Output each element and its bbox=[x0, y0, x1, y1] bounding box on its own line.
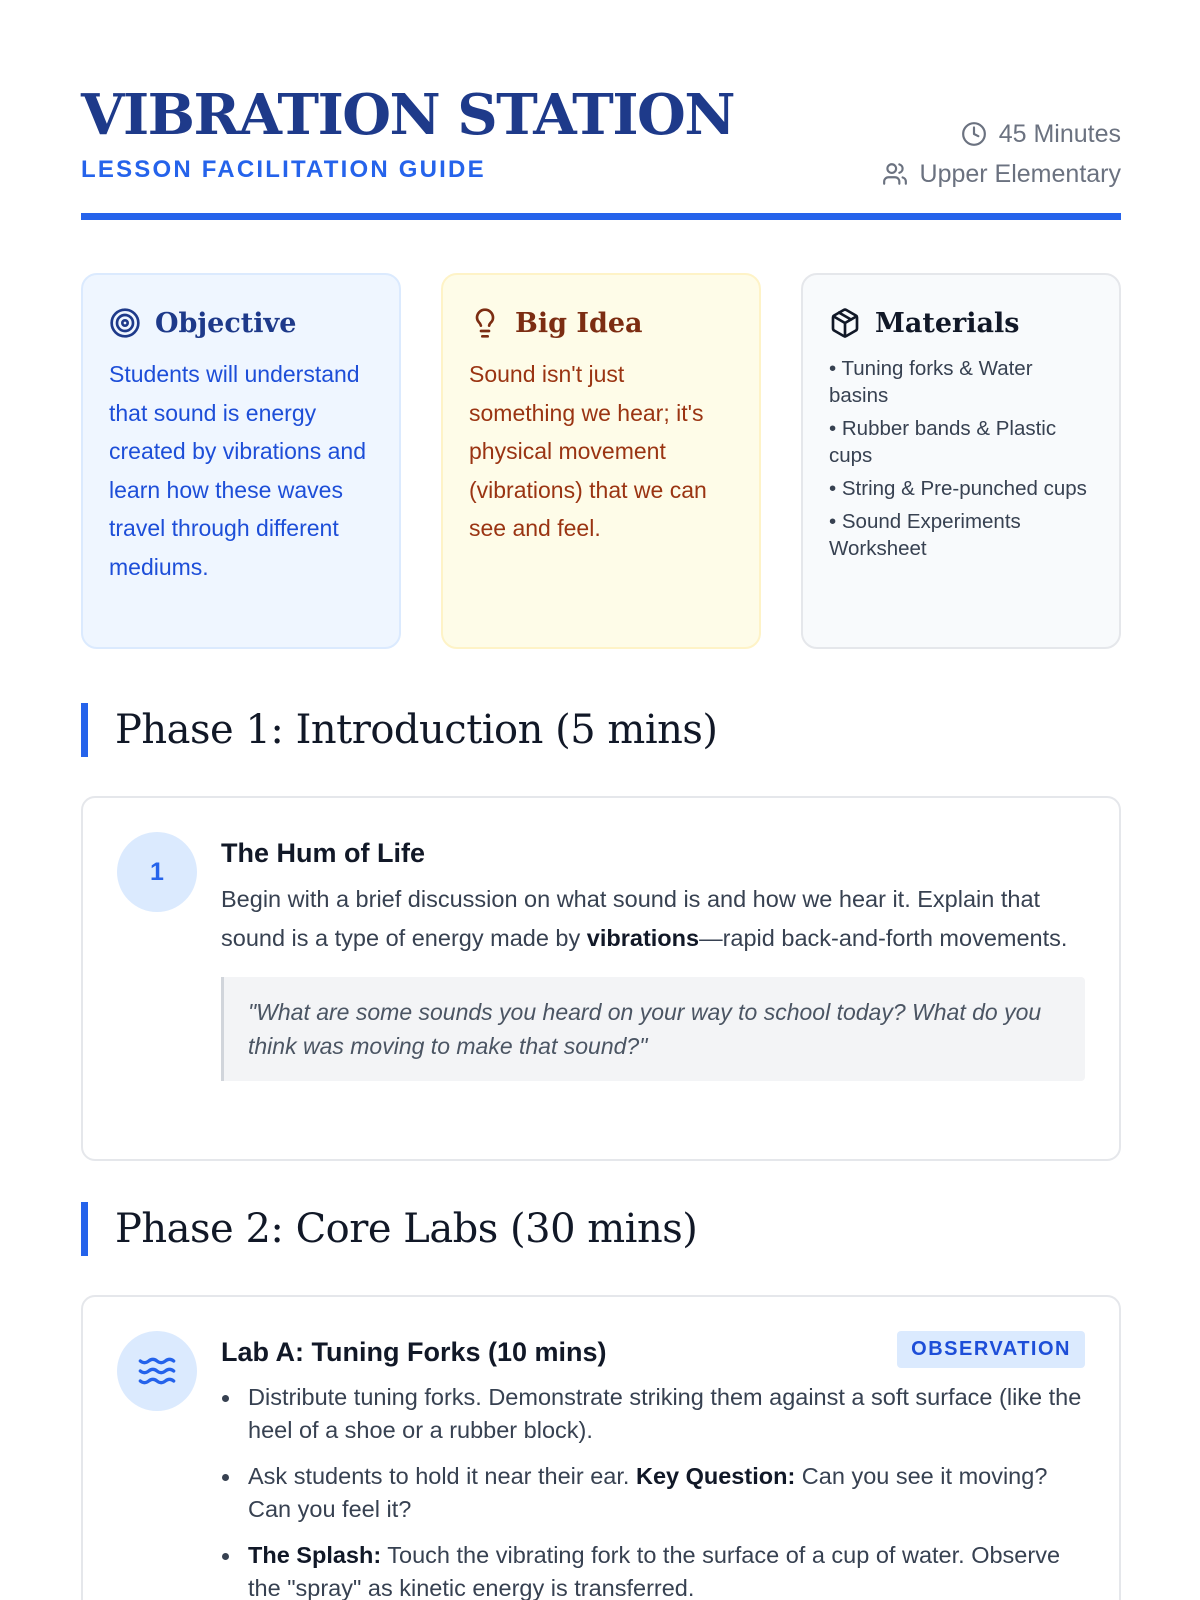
step-title: The Hum of Life bbox=[221, 838, 425, 868]
discussion-quote: "What are some sounds you heard on your way to school today? What do you think was moving to make that sound?" bbox=[221, 977, 1085, 1081]
phase-accent-bar bbox=[81, 1202, 88, 1256]
list-item bbox=[221, 1381, 1085, 1447]
materials-card-header bbox=[829, 303, 1093, 343]
lab-step-keyword: The Splash: bbox=[248, 1542, 382, 1568]
materials-list bbox=[829, 355, 1093, 562]
step-number-badge: 1 bbox=[117, 832, 197, 912]
big-idea-text: Sound isn't just something we hear; it's physical movement (vibrations) that we can see and feel. bbox=[469, 361, 707, 541]
materials-item: • Rubber bands & Plastic cups bbox=[829, 417, 1057, 467]
target-icon bbox=[109, 307, 141, 339]
users-icon bbox=[882, 161, 908, 187]
lightbulb-icon bbox=[469, 307, 501, 339]
box-icon bbox=[829, 307, 861, 339]
phase-accent-bar bbox=[81, 703, 88, 757]
list-item bbox=[221, 1460, 1085, 1526]
materials-card bbox=[801, 273, 1121, 649]
lab-a-steps bbox=[221, 1381, 1085, 1600]
phase-1-step-card bbox=[81, 796, 1121, 1161]
lab-step-keyword: Key Question: bbox=[635, 1463, 796, 1489]
lab-step-text: Can you see it moving? Can you feel it? bbox=[248, 1463, 1048, 1522]
observation-badge: OBSERVATION bbox=[897, 1331, 1085, 1368]
big-idea-card-header bbox=[469, 303, 733, 343]
page-title: VIBRATION STATION bbox=[81, 82, 735, 148]
waves-icon bbox=[137, 1351, 177, 1391]
duration-row bbox=[882, 114, 1121, 154]
duration-text: 45 Minutes bbox=[998, 119, 1121, 148]
objective-card bbox=[81, 273, 401, 649]
objective-card-header bbox=[109, 303, 373, 343]
phase-2-heading bbox=[81, 1201, 697, 1257]
header-divider bbox=[81, 213, 1121, 220]
audience-text: Upper Elementary bbox=[919, 159, 1121, 188]
lesson-page bbox=[81, 0, 1121, 1600]
clock-icon bbox=[961, 121, 987, 147]
page-header bbox=[81, 0, 1121, 220]
materials-item: • Tuning forks & Water basins bbox=[829, 357, 1033, 407]
big-idea-card bbox=[441, 273, 761, 649]
lab-step-text: Touch the vibrating fork to the surface of a cup of water. Observe the "spray" as kinetic energy is transferred. bbox=[248, 1542, 1061, 1600]
step-text-part: Begin with a brief discussion on what sound is and how we hear it. Explain that sound is a type of energy made by bbox=[221, 886, 1041, 951]
phase-1-title: Phase 1: Introduction (5 mins) bbox=[115, 707, 718, 753]
step-text-part: —rapid back-and-forth movements. bbox=[699, 924, 1068, 951]
lab-step-text: Ask students to hold it near their ear. bbox=[248, 1463, 636, 1489]
objective-title: Objective bbox=[155, 307, 297, 339]
audience-row bbox=[882, 154, 1121, 194]
step-text-keyword: vibrations bbox=[586, 924, 700, 951]
big-idea-title: Big Idea bbox=[515, 307, 643, 339]
materials-item: • String & Pre-punched cups bbox=[829, 477, 1087, 500]
page-subtitle: LESSON FACILITATION GUIDE bbox=[81, 156, 486, 183]
lab-a-title: Lab A: Tuning Forks (10 mins) bbox=[221, 1337, 607, 1367]
phase-2-title: Phase 2: Core Labs (30 mins) bbox=[115, 1206, 698, 1252]
step-description bbox=[221, 880, 1085, 957]
materials-title: Materials bbox=[875, 307, 1020, 339]
lab-step-text: Distribute tuning forks. Demonstrate striking them against a soft surface (like the heel of a shoe or a rubber block). bbox=[248, 1384, 1082, 1443]
phase-1-heading bbox=[81, 702, 718, 758]
step-body bbox=[221, 832, 1085, 1081]
lesson-meta bbox=[882, 114, 1121, 194]
objective-text: Students will understand that sound is energy created by vibrations and learn how these waves travel through different mediums. bbox=[109, 361, 366, 580]
summary-cards bbox=[81, 273, 1121, 649]
lab-a-body bbox=[221, 1331, 1085, 1600]
lab-a-card bbox=[81, 1295, 1121, 1600]
list-item bbox=[221, 1539, 1085, 1600]
lab-icon-badge bbox=[117, 1331, 197, 1411]
materials-item: • Sound Experiments Worksheet bbox=[829, 510, 1021, 560]
